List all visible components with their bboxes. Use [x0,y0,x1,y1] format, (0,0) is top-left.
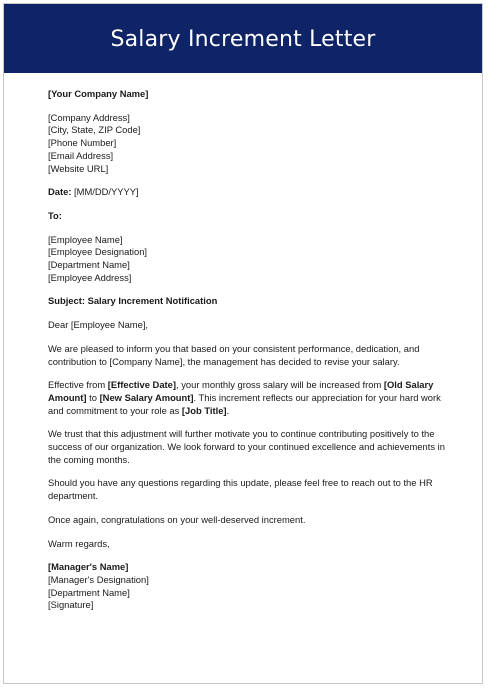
date-value: [MM/DD/YYYY] [71,186,139,198]
recipient-block [48,234,448,285]
recipient-department: [Department Name] [48,259,130,271]
recipient-address: [Employee Address] [48,271,132,283]
effective-date: [Effective Date] [107,379,176,391]
paragraph-1: We are pleased to inform you that based on your consistent performance, dedication, and contribution to [Company Name], the management has decided to revise your salary. [48,342,420,367]
new-salary-amount: [New Salary Amount] [99,391,194,403]
paragraph-5: Once again, congratulations on your well-deserved increment. [48,513,306,525]
company-address-line: [Company Address] [48,111,130,123]
company-phone-line: [Phone Number] [48,137,117,149]
job-title: [Job Title] [181,404,227,416]
company-address-block [48,112,448,176]
signature: [Signature] [48,599,94,611]
company-city-line: [City, State, ZIP Code] [48,124,141,136]
manager-name: [Manager's Name] [48,561,129,573]
date-label: Date: [48,186,72,198]
manager-department: [Department Name] [48,586,130,598]
para2-text-4: . This increment reflects our appreciation for your hard work and commitment to your role as [48,391,441,416]
company-email-line: [Email Address] [48,149,114,161]
recipient-designation: [Employee Designation] [48,246,148,258]
para2-text-1: Effective from [48,379,108,391]
letter-page [3,3,483,684]
para2-text-5: . [226,404,230,416]
salutation: Dear [Employee Name], [48,319,149,331]
closing: Warm regards, [48,537,110,549]
manager-block [48,574,448,612]
to-label: To: [48,209,62,221]
old-salary-amount: [Old Salary Amount] [48,379,434,403]
paragraph-2 [48,379,448,417]
date-line [48,186,448,199]
subject-line: Subject: Salary Increment Notification [48,295,218,307]
para2-text-2: , your monthly gross salary will be increased from [176,379,384,391]
para2-text-3: to [86,391,100,403]
title-banner [4,4,482,73]
company-website-line: [Website URL] [48,162,109,174]
page-title: Salary Increment Letter [110,27,376,52]
company-name: [Your Company Name] [48,88,149,99]
paragraph-3: We trust that this adjustment will further motivate you to continue contributing positively to the success of our organization. We look forward to your continued excellence and achievements in the coming months. [48,428,445,465]
recipient-name: [Employee Name] [48,233,123,245]
manager-designation: [Manager's Designation] [48,573,149,585]
letter-body [48,88,448,612]
paragraph-4: Should you have any questions regarding this update, please feel free to reach out to the HR department. [48,477,433,502]
